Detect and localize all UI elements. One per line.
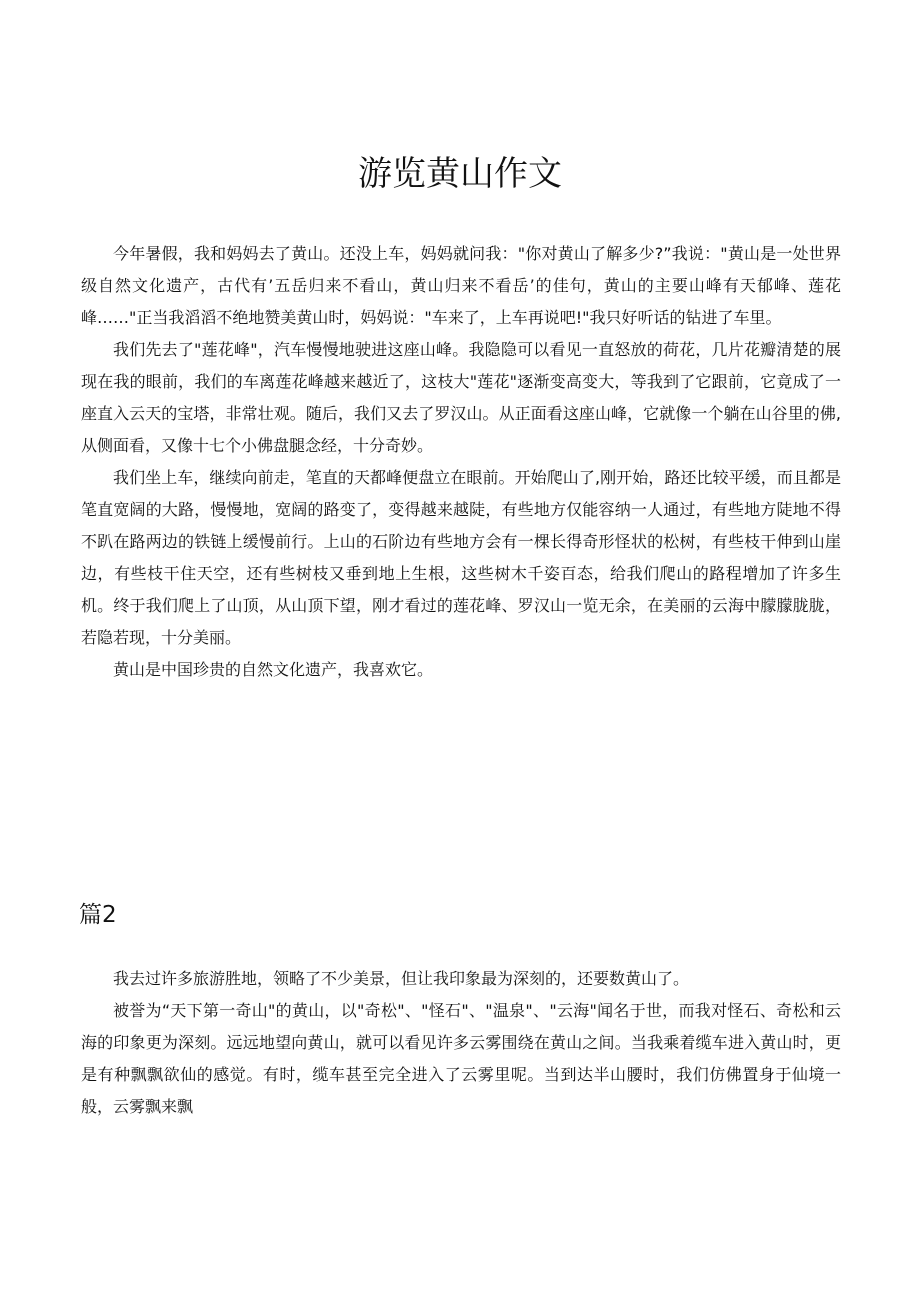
- essay-1: [81, 238, 841, 686]
- paragraph: 被誉为“天下第一奇山"的黄山，以"奇松"、"怪石"、"温泉"、"云海"闻名于世，而我对怪石、奇松和云海的印象更为深刻。远远地望向黄山，就可以看见许多云雾围绕在黄山之间。当我乘着缆车进入黄山时，更是有种飘飘欲仙的感觉。有时，缆车甚至完全进入了云雾里呢。当到达半山腰时，我们仿佛置身于仙境一般，云雾飘来飘: [81, 1001, 841, 1116]
- paragraph: 我们先去了"莲花峰"，汽车慢慢地驶进这座山峰。我隐隐可以看见一直怒放的荷花，几片花瓣清楚的展现在我的眼前，我们的车离莲花峰越来越近了，这枝大"莲花"逐渐变高变大，等我到了它跟前，它竟成了一座直入云天的宝塔，非常壮观。随后，我们又去了罗汉山。从正面看这座山峰，它就像一个躺在山谷里的佛,从侧面看，又像十七个小佛盘腿念经，十分奇妙。: [81, 340, 841, 455]
- paragraph: 今年暑假，我和妈妈去了黄山。还没上车，妈妈就问我："你对黄山了解多少?”我说："黄山是一处世界级自然文化遗产，古代有’五岳归来不看山，黄山归来不看岳’的佳句，黄山的主要山峰有天郁峰、莲花峰……"正当我滔滔不绝地赞美黄山时，妈妈说："车来了，上车再说吧!"我只好听话的钻进了车里。: [81, 244, 841, 327]
- paragraph: 我们坐上车，继续向前走，笔直的天都峰便盘立在眼前。开始爬山了,刚开始，路还比较平缓，而且都是笔直宽阔的大路，慢慢地，宽阔的路变了，变得越来越陡，有些地方仅能容纳一人通过，有些地方陡地不得不趴在路两边的铁链上缓慢前行。上山的石阶边有些地方会有一棵长得奇形怪状的松树，有些枝干伸到山崖边，有些枝干住天空，还有些树枝又垂到地上生根，这些树木千姿百态，给我们爬山的路程增加了许多生机。终于我们爬上了山顶，从山顶下望，刚才看过的莲花峰、罗汉山一览无余，在美丽的云海中朦朦胧胧，若隐若现，十分美丽。: [81, 468, 841, 647]
- paragraph: 黄山是中国珍贵的自然文化遗产，我喜欢它。: [113, 660, 434, 679]
- paragraph: 我去过许多旅游胜地，领略了不少美景，但让我印象最为深刻的，还要数黄山了。: [113, 969, 690, 988]
- page-title: 游览黄山作文: [358, 154, 562, 194]
- essay-2: [81, 963, 841, 1123]
- section-heading: 篇2: [79, 902, 117, 928]
